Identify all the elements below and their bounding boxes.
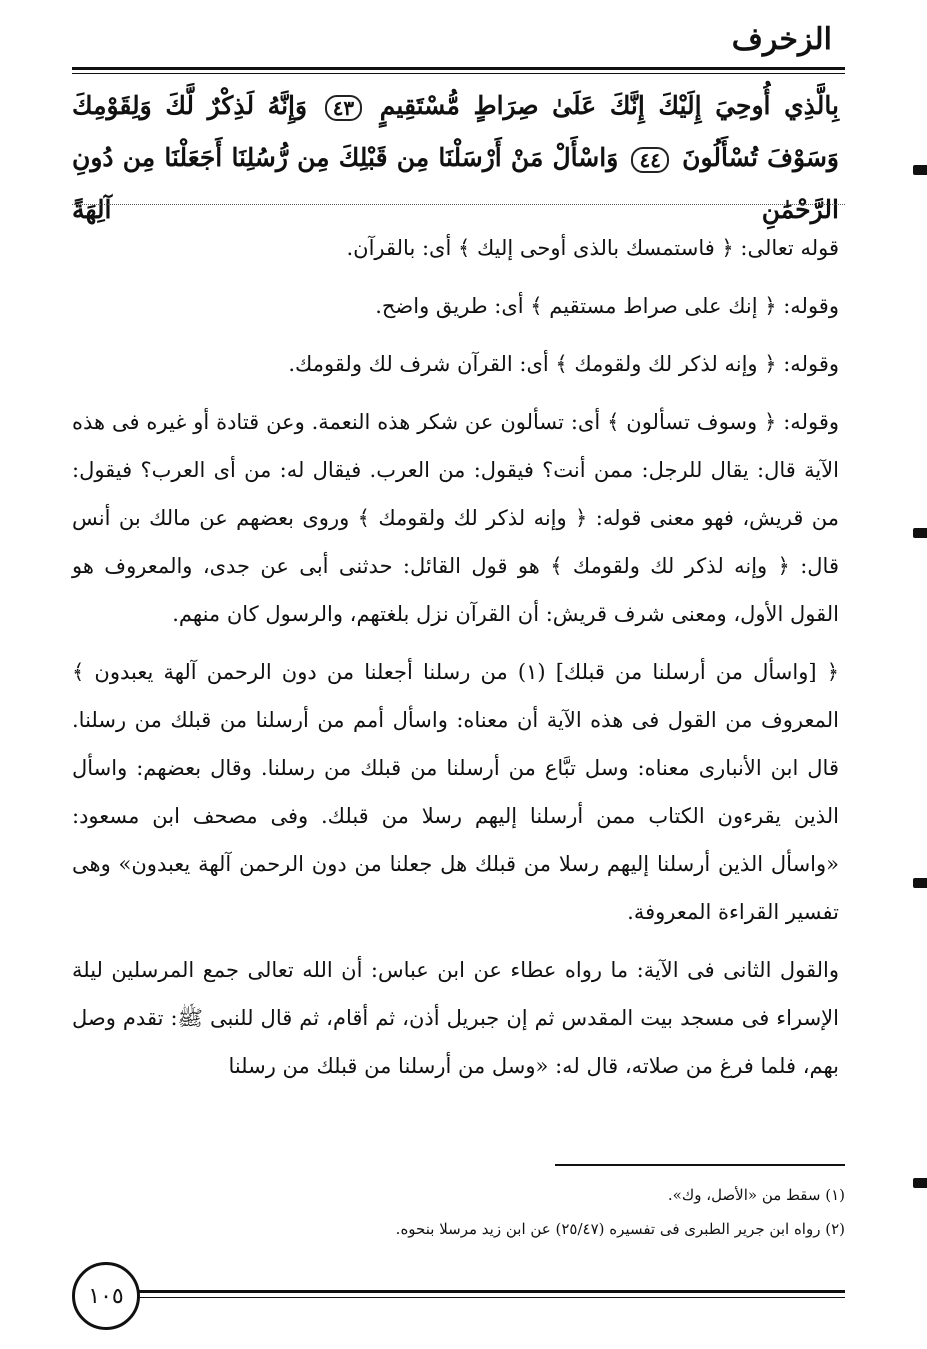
commentary-body [72,224,839,1100]
footnotes [72,1178,845,1246]
footnote-item: (٢) رواه ابن جرير الطبرى فى تفسيره (٢٥/٤٧) عن ابن زيد مرسلا بنحوه. [395,1220,845,1238]
header-rule [72,67,845,70]
commentary-paragraph: والقول الثانى فى الآية: ما رواه عطاء عن ابن عباس: أن الله تعالى جمع المرسلين ليلة الإسراء فى مسجد بيت المقدس ثم إن جبريل أذن، ثم أقام، ثم قال للنبى ﷺ: تقدم وصل بهم، فلما فرغ من صلاته، قال له: «وسل من أرسلنا من قبلك من رسلنا [72,958,839,1078]
verse-separator [72,204,845,205]
header-rule-thin [72,73,845,74]
footnote-separator [555,1164,845,1166]
commentary-paragraph: وقوله: ﴿ وسوف تسألون ﴾ أى: تسألون عن شكر هذه النعمة. وعن قتادة أو غيره فى هذه الآية قال: يقال للرجل: ممن أنت؟ فيقول: من العرب. فيقال له: من أى العرب؟ فيقول: من قريش، فهو معنى قوله: ﴿ وإنه لذكر لك ولقومك ﴾ وروى بعضهم عن مالك بن أنس قال: ﴿ وإنه لذكر لك ولقومك ﴾ هو قول القائل: حدثنى أبى عن جدى، والمعروف هو القول الأول، ومعنى شرف قريش: أن القرآن نزل بلغتهم، والرسول كان منهم. [72,410,839,626]
footer-rule [120,1290,845,1293]
ayah-number-marker: ٤٤ [631,147,668,173]
verse-text: بِالَّذِي أُوحِيَ إِلَيْكَ إِنَّكَ عَلَىٰ صِرَاطٍ مُّسْتَقِيمٍ [379,91,839,120]
page-number: ١٠٥ [72,1262,140,1330]
quran-verse-block [72,80,839,236]
edge-mark [913,528,927,538]
commentary-paragraph: وقوله: ﴿ وإنه لذكر لك ولقومك ﴾ أى: القرآن شرف لك ولقومك. [288,352,839,376]
commentary-paragraph: قوله تعالى: ﴿ فاستمسك بالذى أوحى إليك ﴾ أى: بالقرآن. [346,236,839,260]
footnote-item: (١) سقط من «الأصل، وك». [667,1186,845,1204]
edge-mark [913,1178,927,1188]
ayah-number-marker: ٤٣ [325,95,362,121]
verse-text: تُسْأَلُونَ [682,143,758,172]
edge-mark [913,165,927,175]
verse-text: وَإِنَّهُ لَذِكْرٌ لَّكَ وَلِقَوْمِكَ وَسَوْفَ [72,91,839,172]
commentary-paragraph: ﴿ [واسأل من أرسلنا من قبلك] (١) من رسلنا أجعلنا من دون الرحمن آلهة يعبدون ﴾ المعروف من القول فى هذه الآية أن معناه: واسأل أمم من أرسلنا من قبلك من رسلنا. قال ابن الأنبارى معناه: وسل تبَّاع من أرسلنا من قبلك من رسلنا. وقال بعضهم: واسأل الذين يقرءون الكتاب ممن أرسلنا إليهم رسلا من قبلك. وفى مصحف ابن مسعود: «واسأل الذين أرسلنا إليهم رسلا من قبلك هل جعلنا من دون الرحمن آلهة يعبدون» وهى تفسير القراءة المعروفة. [72,660,840,924]
verse-text: وَاسْأَلْ مَنْ أَرْسَلْنَا مِن قَبْلِكَ مِن رُّسُلِنَا أَجَعَلْنَا مِن دُونِ الرَّحْمَٰنِ آلِهَةً [72,143,839,224]
footer-rule-thin [120,1297,845,1298]
surah-header-title: الزخرف [731,22,832,57]
edge-mark [913,878,927,888]
commentary-paragraph: وقوله: ﴿ إنك على صراط مستقيم ﴾ أى: طريق واضح. [375,294,839,318]
